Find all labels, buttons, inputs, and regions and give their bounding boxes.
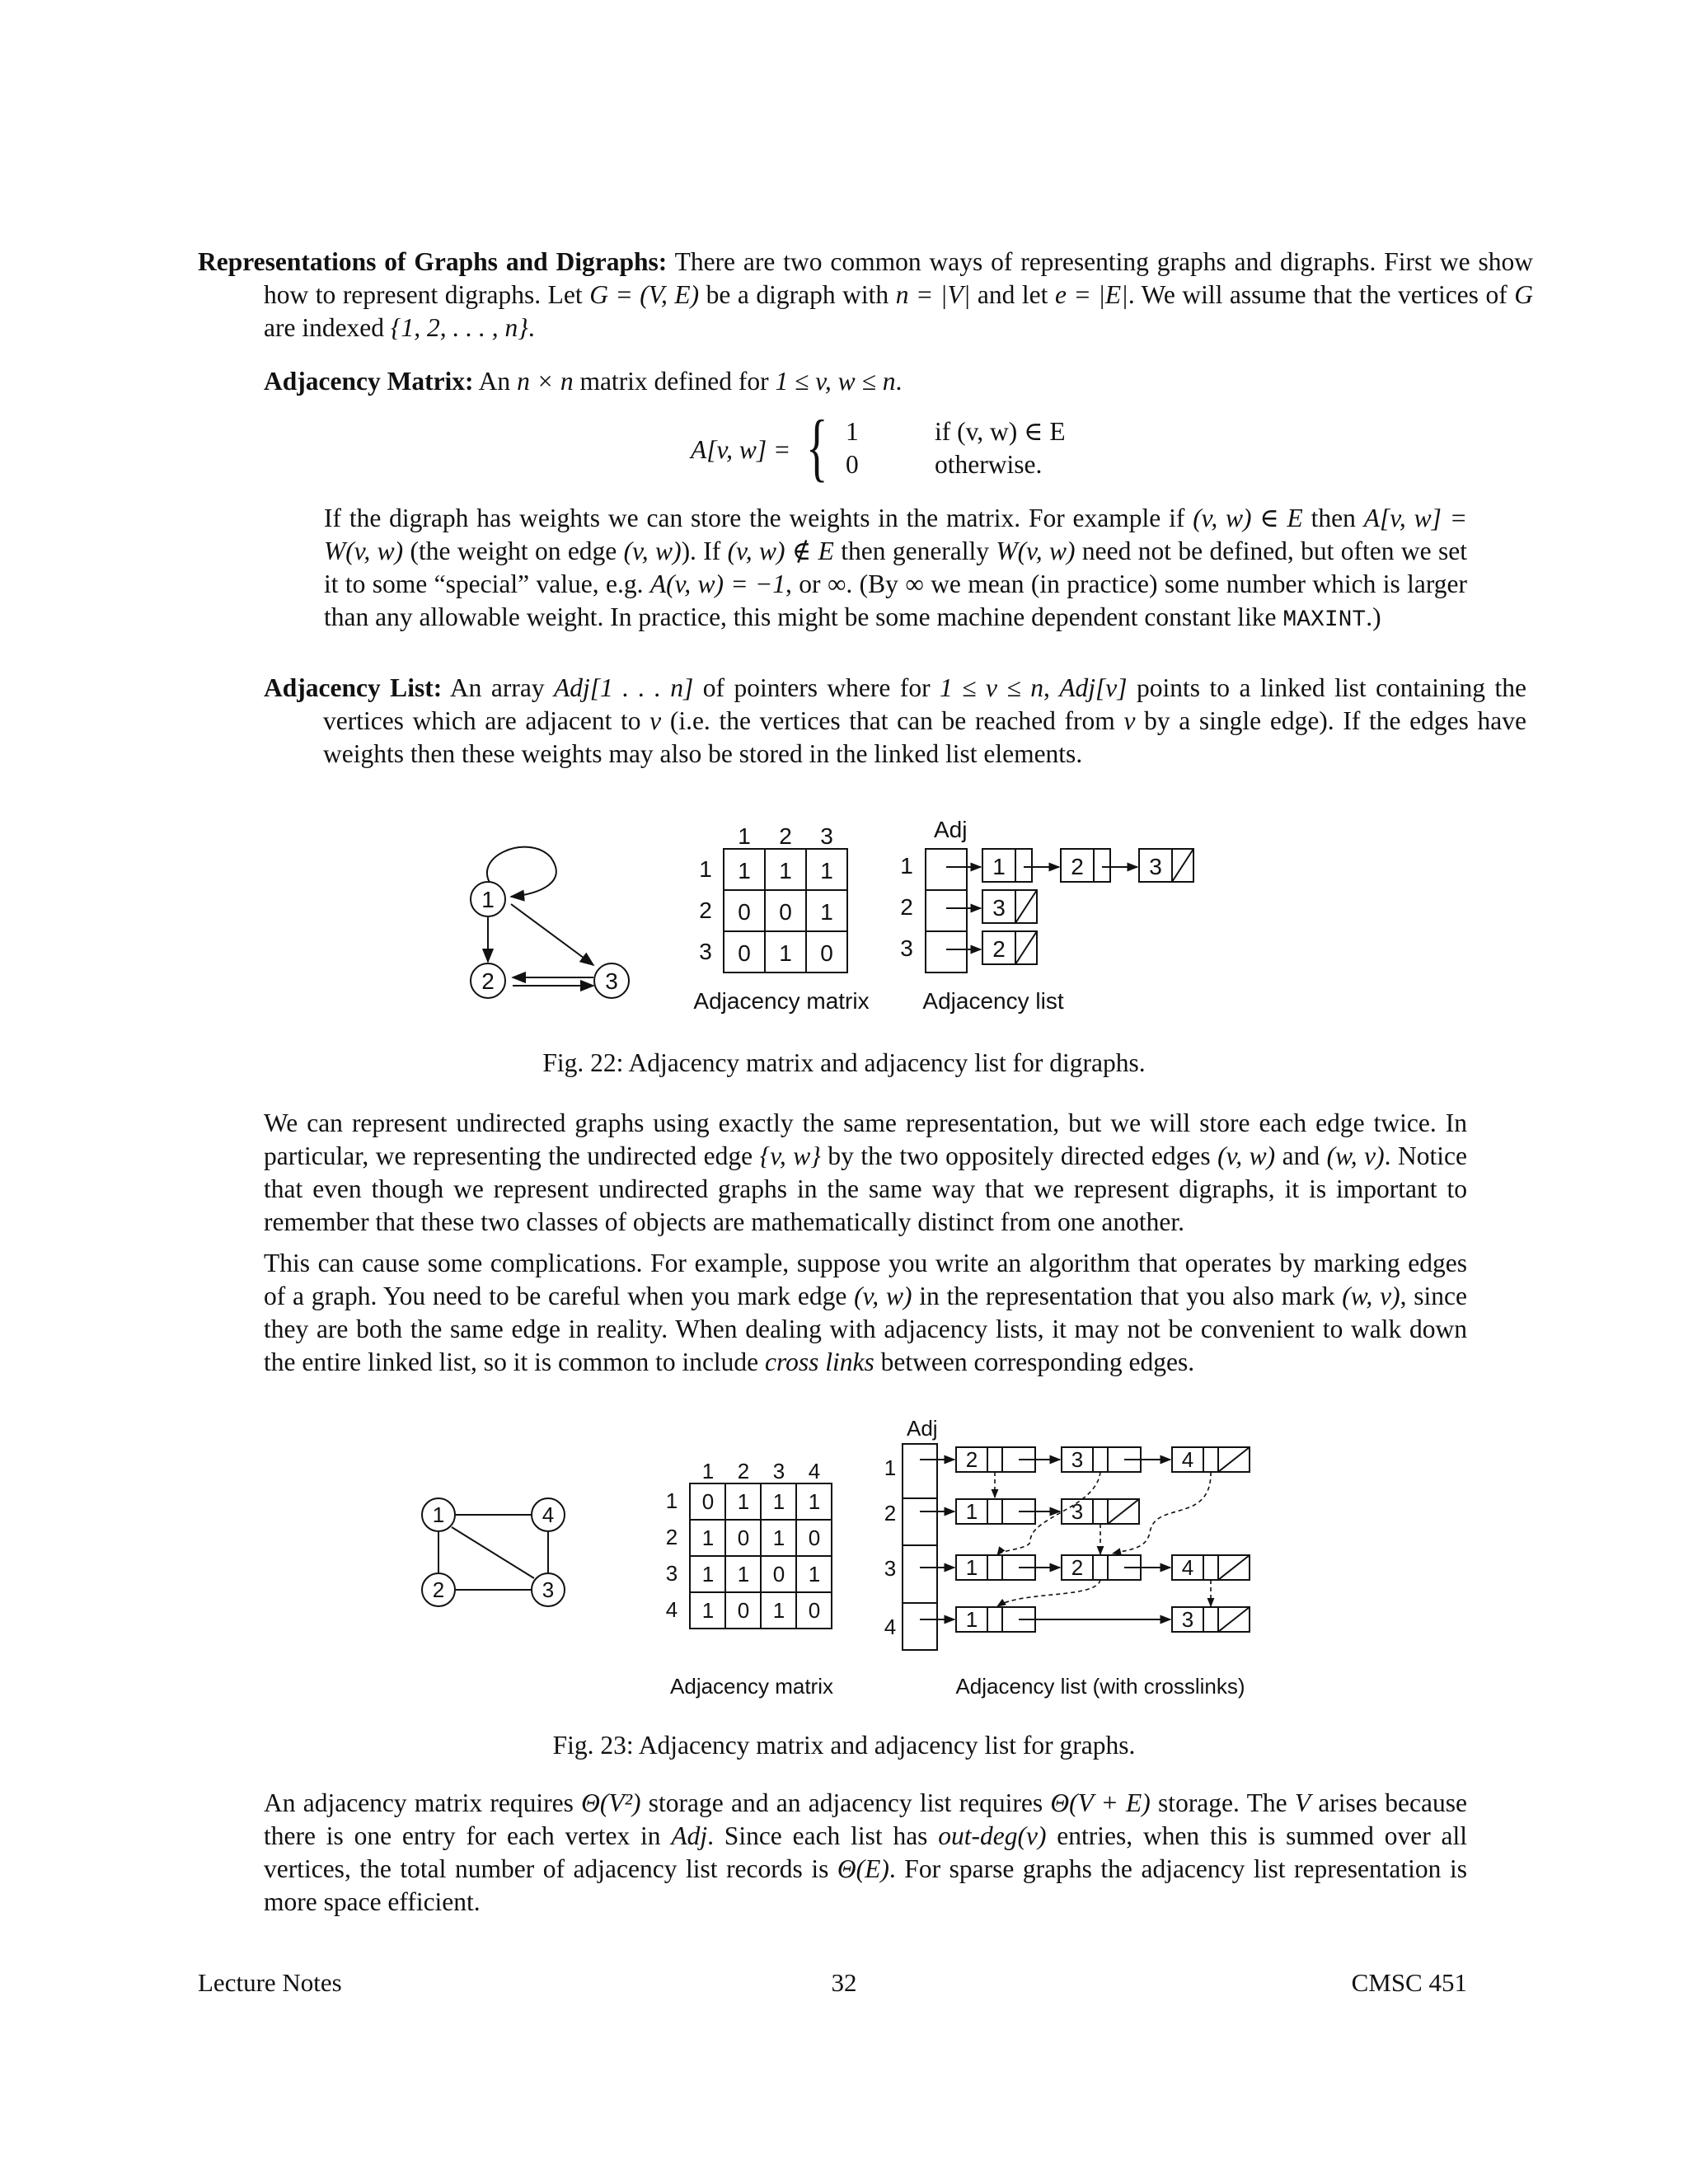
section-heading: Representations of Graphs and Digraphs: — [198, 247, 668, 276]
footer-right: CMSC 451 — [1351, 1968, 1467, 1997]
matrix-row-header: 4 — [665, 1597, 678, 1622]
matrix-cell: 1 — [772, 1489, 785, 1514]
matrix-cell: 1 — [808, 1562, 821, 1586]
matrix-cell: 0 — [820, 940, 833, 966]
node-label: 3 — [605, 968, 618, 994]
matrix-row-header: 2 — [665, 1525, 678, 1549]
list-index: 2 — [884, 1501, 897, 1526]
list-index: 3 — [884, 1556, 897, 1581]
matrix-cell: 1 — [701, 1562, 715, 1586]
matrix-cell: 0 — [737, 1598, 750, 1623]
adj-list-definition: Adjacency List: An array Adj[1 . . . n] of pointers where for 1 ≤ v ≤ n, Adj[v] points to a linked list containing the vertices which are adjacent to v (i.e. the vertices that can be reached from v by a single edge). If the edges have weights then these weights may also be stored in the linked list elements. — [264, 673, 1526, 768]
list-node-value: 3 — [1149, 854, 1162, 879]
list-index: 1 — [884, 1455, 897, 1480]
matrix-cell: 1 — [772, 1526, 785, 1550]
node-label: 4 — [542, 1502, 555, 1527]
matrix-row-header: 1 — [665, 1488, 678, 1513]
list-node-value: 1 — [965, 1607, 978, 1632]
matrix-cell: 1 — [738, 858, 751, 883]
matrix-cell: 1 — [701, 1598, 715, 1623]
intro-paragraph: Representations of Graphs and Digraphs: There are two common ways of representing graphs and digraphs. First we show how to represent digraphs. Let G = (V, E) be a digraph with n = |V| and let e = |E|. We will assume that the vertices of G are indexed {1, 2, . . . , n}. — [198, 247, 1533, 342]
matrix-col-header: 1 — [738, 823, 751, 849]
list-node-value: 2 — [965, 1447, 978, 1472]
matrix-cell: 0 — [808, 1526, 821, 1550]
list-node-value: 3 — [1071, 1447, 1084, 1472]
footer-left: Lecture Notes — [198, 1968, 342, 1997]
list-index: 4 — [884, 1615, 897, 1639]
matrix-cell: 1 — [779, 858, 792, 883]
undirected-paragraph: We can represent undirected graphs using exactly the same representation, but we will store each edge twice. In particular, we representing the undirected edge {v, w} by the two oppositely directed edges (v, w) and (w, v). Notice that even though we represent undirected graphs in the same way that we represent digraphs, it is important to remember that these two classes of objects are mathematically distinct from one another. — [264, 1108, 1468, 1236]
matrix-cell: 1 — [820, 899, 833, 925]
matrix-row-header: 3 — [699, 939, 712, 964]
matrix-cell: 0 — [772, 1562, 785, 1586]
matrix-cell: 1 — [772, 1598, 785, 1623]
node-label: 3 — [542, 1577, 555, 1602]
figure-23 — [0, 1401, 1688, 1714]
matrix-cell: 1 — [779, 940, 792, 966]
list-node-value: 2 — [992, 936, 1006, 962]
matrix-cell: 0 — [779, 899, 792, 925]
matrix-cell: 0 — [808, 1598, 821, 1623]
figure-22 — [0, 0, 1688, 1088]
storage-paragraph: An adjacency matrix requires Θ(V²) storage and an adjacency list requires Θ(V + E) storage. The V arises because there is one entry for each vertex in Adj. Since each list has out-deg(v) entries, when this is summed over all vertices, the total number of adjacency list records is Θ(E). For sparse graphs the adjacency list representation is more space efficient. — [264, 1788, 1467, 1916]
list-node-value: 1 — [965, 1499, 978, 1524]
adj-label: Adj — [934, 817, 968, 842]
matrix-row-header: 1 — [699, 856, 712, 882]
list-index: 3 — [900, 935, 913, 961]
weights-paragraph: If the digraph has weights we can store the weights in the matrix. For example if (v, w) ∈ E then A[v, w] = W(v, w) (the weight on edge (v, w)). If (v, w) ∉ E then generally W(v, w) need not be defined, but often we set it to some “special” value, e.g. A(v, w) = −1, or ∞. (By ∞ we mean (in practice) some number which is larger than any allowable weight. In practice, this might be some machine dependent constant like MAXINT.) — [324, 504, 1467, 633]
matrix-cell: 1 — [737, 1562, 750, 1586]
matrix-col-header: 2 — [779, 823, 792, 849]
list-node-value: 4 — [1181, 1555, 1194, 1580]
matrix-col-header: 4 — [808, 1459, 821, 1483]
list-node-value: 1 — [965, 1555, 978, 1580]
complications-paragraph: This can cause some complications. For example, suppose you write an algorithm that operates by marking edges of a graph. You need to be careful when you mark edge (v, w) in the representation that you also mark (w, v), since they are both the same edge in reality. When dealing with adjacency lists, it may not be convenient to walk down the entire linked list, so it is common to include cross links between corresponding edges. — [264, 1249, 1467, 1376]
matrix-row-header: 2 — [699, 898, 712, 923]
node-label: 2 — [481, 968, 495, 994]
adjacency-formula: A[v, w] = { 1 if (v, w) ∈ E 0 otherwise. — [691, 405, 1066, 489]
matrix-cell: 0 — [738, 899, 751, 925]
matrix-cell: 1 — [820, 858, 833, 883]
matrix-cell: 1 — [701, 1526, 715, 1550]
matrix-cell: 0 — [738, 940, 751, 966]
node-label: 2 — [432, 1577, 445, 1602]
list-caption: Adjacency list — [922, 988, 1064, 1014]
matrix-col-header: 3 — [772, 1459, 785, 1483]
matrix-cell: 0 — [737, 1526, 750, 1550]
node-label: 1 — [432, 1502, 445, 1527]
list-node-value: 2 — [1071, 1555, 1084, 1580]
list-index: 1 — [900, 853, 913, 879]
list-index: 2 — [900, 894, 913, 920]
figure-23-caption: Fig. 23: Adjacency matrix and adjacency list for graphs. — [552, 1731, 1136, 1760]
list-node-value: 1 — [992, 854, 1006, 879]
matrix-caption: Adjacency matrix — [670, 1674, 833, 1699]
matrix-row-header: 3 — [665, 1561, 678, 1586]
matrix-cell: 1 — [808, 1489, 821, 1514]
matrix-col-header: 2 — [737, 1459, 750, 1483]
list-node-value: 3 — [1071, 1499, 1084, 1524]
list-caption: Adjacency list (with crosslinks) — [955, 1674, 1245, 1699]
matrix-cell: 1 — [737, 1489, 750, 1514]
adj-label: Adj — [907, 1416, 938, 1441]
matrix-col-header: 1 — [701, 1459, 715, 1483]
list-node-value: 2 — [1071, 854, 1084, 879]
adj-matrix-definition: Adjacency Matrix: An n × n matrix defined for 1 ≤ v, w ≤ n. — [264, 367, 903, 396]
matrix-cell: 0 — [701, 1489, 715, 1514]
figure-22-caption: Fig. 22: Adjacency matrix and adjacency list for digraphs. — [542, 1048, 1146, 1077]
matrix-caption: Adjacency matrix — [693, 988, 870, 1014]
list-node-value: 3 — [992, 895, 1006, 921]
list-node-value: 3 — [1181, 1607, 1194, 1632]
list-node-value: 4 — [1181, 1447, 1194, 1472]
node-label: 1 — [481, 887, 495, 912]
matrix-col-header: 3 — [820, 823, 833, 849]
page-number: 32 — [831, 1968, 857, 1997]
